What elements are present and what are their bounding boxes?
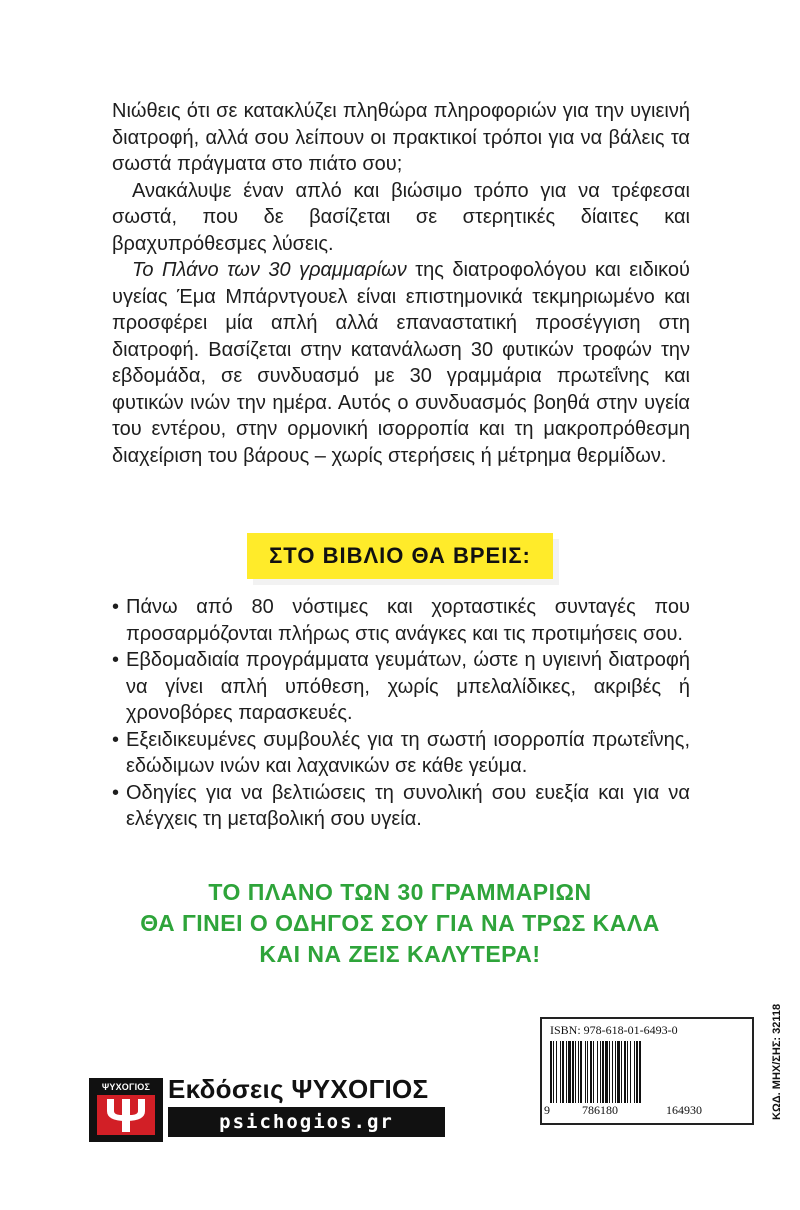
list-item-text: Πάνω από 80 νόστιμες και χορταστικές συνταγές που προσαρμόζονται πλήρως στις ανάγκες και τις προτιμήσεις σου. bbox=[126, 596, 690, 645]
barcode-bar bbox=[580, 1041, 582, 1103]
barcode-bar bbox=[639, 1041, 641, 1103]
barcode-bar bbox=[568, 1041, 571, 1103]
barcode-bar bbox=[605, 1041, 608, 1103]
barcode-bar bbox=[572, 1041, 574, 1103]
barcode-bar bbox=[575, 1041, 576, 1103]
bullet-icon: • bbox=[112, 649, 120, 671]
closing-line: ΘΑ ΓΙΝΕΙ Ο ΟΔΗΓΟΣ ΣΟΥ ΓΙΑ ΝΑ ΤΡΩΣ ΚΑΛΑ bbox=[140, 910, 660, 936]
barcode-bar bbox=[630, 1041, 631, 1103]
barcode-bar bbox=[609, 1041, 610, 1103]
barcode-bar bbox=[578, 1041, 579, 1103]
closing-line: ΚΑΙ ΝΑ ΖΕΙΣ ΚΑΛΥΤΕΡΑ! bbox=[259, 941, 541, 967]
barcode-bar bbox=[612, 1041, 613, 1103]
book-title-inline: Το Πλάνο των 30 γραμμαρίων bbox=[132, 259, 407, 281]
feature-list bbox=[112, 594, 690, 833]
publisher-logo bbox=[89, 1078, 163, 1142]
publisher-url: psichogios.gr bbox=[168, 1107, 445, 1137]
publisher-logo-name: ΨΥΧΟΓΙΟΣ bbox=[101, 1082, 151, 1092]
barcode-box bbox=[540, 1017, 754, 1125]
list-item bbox=[112, 727, 690, 780]
barcode-bar bbox=[617, 1041, 620, 1103]
barcode-digit-group-2: 164930 bbox=[666, 1103, 702, 1117]
barcode-bar bbox=[624, 1041, 626, 1103]
intro-paragraph-3 bbox=[112, 257, 690, 469]
list-item-text: Εβδομαδιαία προγράμματα γευμάτων, ώστε η υγιεινή διατροφή να γίνει απλή υπόθεση, χωρίς μπελαλίδικες, ακριβές ή χρονοβόρες παρασκευές. bbox=[126, 649, 690, 724]
barcode-bar bbox=[636, 1041, 638, 1103]
list-item bbox=[112, 780, 690, 833]
closing-statement bbox=[0, 877, 800, 970]
psi-symbol-icon bbox=[97, 1095, 155, 1135]
intro-paragraph-1: Νιώθεις ότι σε κατακλύζει πληθώρα πληροφοριών για την υγιεινή διατροφή, αλλά σου λείπουν οι πρακτικοί τρόποι για να βάλεις τα σωστά πράγματα στο πιάτο σου; bbox=[112, 100, 690, 175]
barcode-icon bbox=[550, 1041, 744, 1103]
bullet-icon: • bbox=[112, 781, 120, 804]
barcode-bar bbox=[615, 1041, 616, 1103]
barcode-bar bbox=[562, 1041, 564, 1103]
barcode-bar bbox=[597, 1041, 598, 1103]
isbn-label: ISBN: 978-618-01-6493-0 bbox=[550, 1023, 678, 1037]
barcode-digit-group-1: 786180 bbox=[582, 1103, 618, 1117]
bullet-icon: • bbox=[112, 728, 120, 751]
barcode-bar bbox=[600, 1041, 601, 1103]
barcode-digits bbox=[542, 1103, 752, 1119]
psi-logo-icon bbox=[97, 1095, 155, 1135]
intro-paragraph-2: Ανακάλυψε έναν απλό και βιώσιμο τρόπο για να τρέφεσαι σωστά, που δε βασίζεται σε στερητικές δίαιτες και βραχυπρόθεσμες λύσεις. bbox=[112, 179, 690, 255]
barcode-bar bbox=[602, 1041, 604, 1103]
barcode-bar bbox=[585, 1041, 586, 1103]
barcode-bar bbox=[627, 1041, 628, 1103]
list-item bbox=[112, 647, 690, 727]
barcode-bar bbox=[621, 1041, 622, 1103]
publisher-name: Εκδόσεις ΨΥΧΟΓΙΟΣ bbox=[168, 1074, 429, 1104]
list-item-text: Εξειδικευμένες συμβουλές για τη σωστή ισορροπία πρωτεΐνης, εδώδιμων ινών και λαχανικών σε κάθε γεύμα. bbox=[126, 728, 690, 777]
intro-text bbox=[112, 98, 690, 469]
banner-row bbox=[0, 533, 800, 579]
barcode-bar bbox=[556, 1041, 557, 1103]
barcode-bar bbox=[550, 1041, 552, 1103]
in-the-book-banner: ΣΤΟ ΒΙΒΛΙΟ ΘΑ ΒΡΕΙΣ: bbox=[247, 533, 553, 579]
barcode-digit-first: 9 bbox=[544, 1103, 550, 1117]
barcode-bar bbox=[587, 1041, 588, 1103]
closing-line: ΤΟ ΠΛΑΝΟ ΤΩΝ 30 ΓΡΑΜΜΑΡΙΩΝ bbox=[208, 879, 592, 905]
barcode-bar bbox=[566, 1041, 567, 1103]
product-code: ΚΩΔ. ΜΗΧ/ΣΗΣ: 32118 bbox=[771, 1003, 783, 1120]
bullet-icon: • bbox=[112, 596, 120, 618]
list-item-text: Οδηγίες για να βελτιώσεις τη συνολική σου ευεξία και για να ελέγχεις τη μεταβολική σου υγεία. bbox=[126, 781, 690, 830]
barcode-bar bbox=[590, 1041, 592, 1103]
list-item bbox=[112, 594, 690, 647]
barcode-bar bbox=[560, 1041, 561, 1103]
intro-paragraph-3-text: της διατροφολόγου και ειδικού υγείας Έμα Μπάρντγουελ είναι επιστημονικά τεκμηριωμένο και προσφέρει μία απλή αλλά επαναστατική προσέγγιση στη διατροφή. Βασίζεται στην κατανάλωση 30 φυτικών τροφών την εβδομάδα, σε συνδυασμό με 30 γραμμάρια πρωτεΐνης και φυτικών ινών την ημέρα. Αυτός ο συνδυασμός βοηθά στην υγεία του εντέρου, στην ορμονική ισορροπία και τη μακροπρόθεσμη διαχείριση του βάρους – χωρίς στερήσεις ή μέτρημα θερμίδων. bbox=[112, 259, 690, 467]
barcode-bar bbox=[634, 1041, 635, 1103]
barcode-bar bbox=[553, 1041, 554, 1103]
barcode-bar bbox=[593, 1041, 594, 1103]
